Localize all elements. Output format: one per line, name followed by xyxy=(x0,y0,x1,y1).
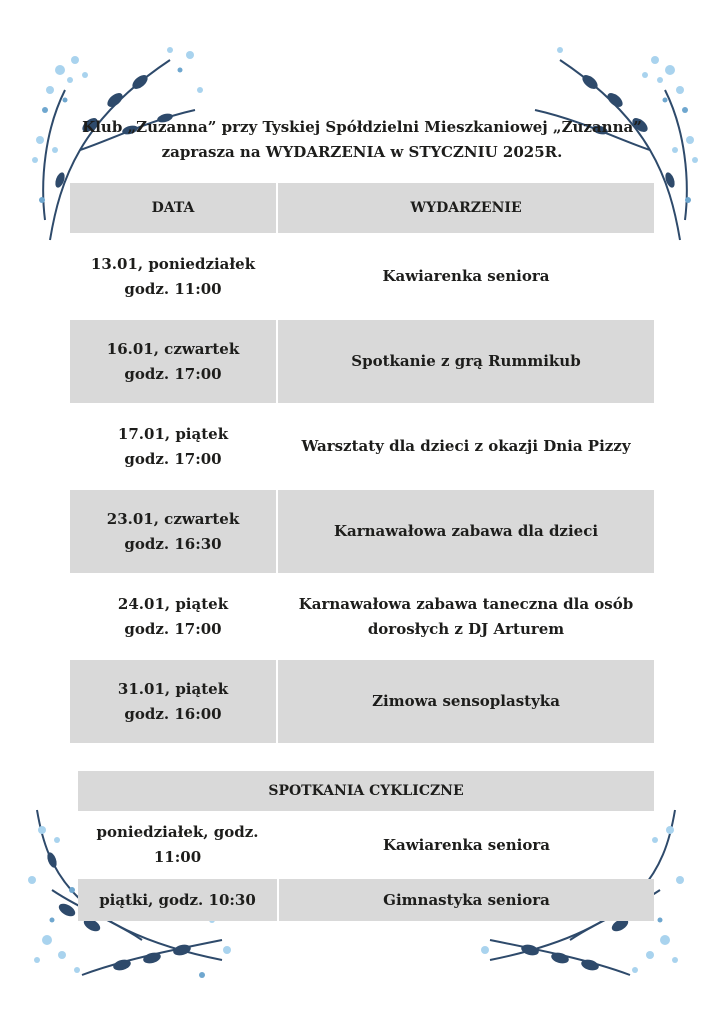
table-row xyxy=(78,813,654,877)
event-cell: Warsztaty dla dzieci z okazji Dnia Pizzy xyxy=(301,437,631,455)
table-header-row xyxy=(70,183,654,233)
cyclic-meetings-title: SPOTKANIA CYKLICZNE xyxy=(78,771,654,811)
date-text: 17.01, piątek xyxy=(117,424,229,443)
table-row xyxy=(70,235,654,318)
event-cell: Karnawałowa zabawa taneczna dla osób dorosłych z DJ Arturem xyxy=(298,594,634,638)
table-row xyxy=(78,879,654,921)
time-text: godz. 11:00 xyxy=(124,279,222,298)
date-text: 31.01, piątek xyxy=(117,679,229,698)
title-line-1: Klub „Zuzanna” przy Tyskiej Spółdzielni Mieszkaniowej „Zuzanna” xyxy=(82,118,642,136)
date-text: 23.01, czwartek xyxy=(106,509,240,528)
date-text: 24.01, piątek xyxy=(117,594,229,613)
table-row xyxy=(70,490,654,573)
event-cell: Kawiarenka seniora xyxy=(382,267,550,285)
events-table xyxy=(70,183,654,745)
table-row xyxy=(70,575,654,658)
time-text: godz. 17:00 xyxy=(124,449,222,468)
time-text: godz. 17:00 xyxy=(124,364,222,383)
event-cell: Kawiarenka seniora xyxy=(383,835,550,854)
date-cell xyxy=(70,235,276,318)
column-header-event: WYDARZENIE xyxy=(278,183,654,233)
table-row xyxy=(70,405,654,488)
date-cell xyxy=(70,320,276,403)
when-cell: poniedziałek, godz. 11:00 xyxy=(96,823,259,866)
date-cell xyxy=(70,490,276,573)
when-cell: piątki, godz. 10:30 xyxy=(78,879,277,921)
event-cell: Karnawałowa zabawa dla dzieci xyxy=(278,490,654,573)
time-text: godz. 16:00 xyxy=(124,704,222,723)
cyclic-meetings-table xyxy=(78,771,654,923)
title-line-2: zaprasza na WYDARZENIA w STYCZNIU 2025R. xyxy=(161,143,563,161)
event-cell: Zimowa sensoplastyka xyxy=(278,660,654,743)
table-row xyxy=(70,660,654,743)
date-text: 13.01, poniedziałek xyxy=(90,254,256,273)
date-text: 16.01, czwartek xyxy=(106,339,240,358)
date-cell xyxy=(70,575,276,658)
date-cell xyxy=(70,405,276,488)
time-text: godz. 17:00 xyxy=(124,619,222,638)
column-header-date: DATA xyxy=(70,183,276,233)
event-cell: Spotkanie z grą Rummikub xyxy=(278,320,654,403)
page-title xyxy=(60,115,664,165)
event-cell: Gimnastyka seniora xyxy=(279,879,654,921)
time-text: godz. 16:30 xyxy=(124,534,222,553)
date-cell xyxy=(70,660,276,743)
table-row xyxy=(70,320,654,403)
